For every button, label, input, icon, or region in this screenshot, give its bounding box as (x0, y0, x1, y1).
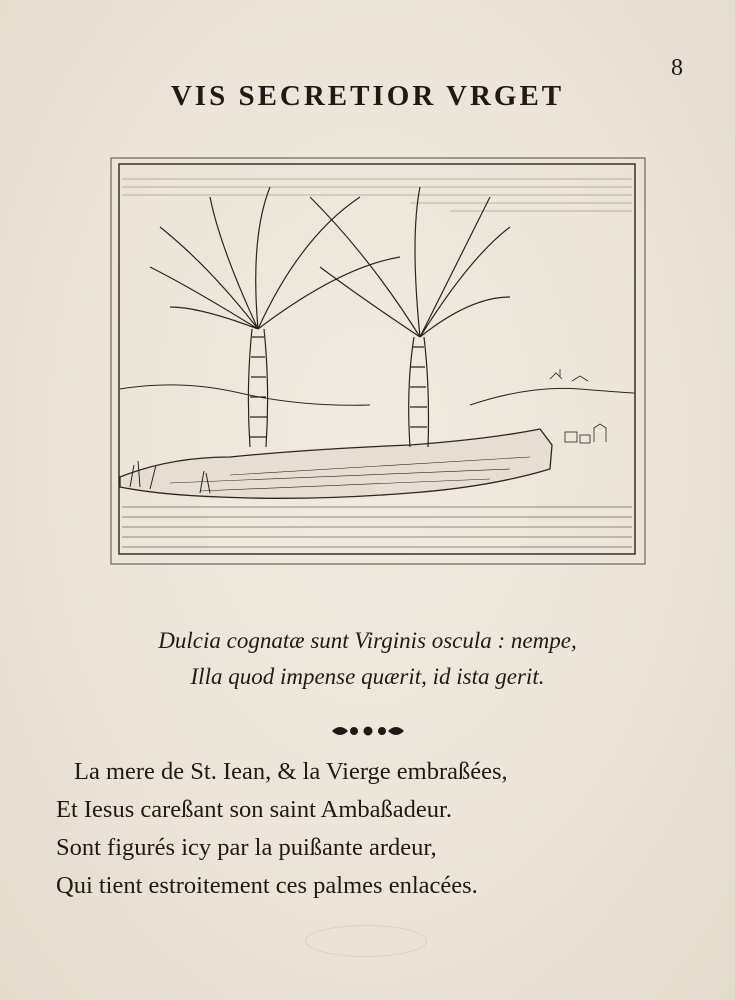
page-number: 8 (671, 55, 683, 81)
french-verse-line-1: La mere de St. Iean, & la Vierge embraßées, (74, 758, 508, 785)
french-verse-line-2: Et Iesus careßant son saint Ambaßadeur. (56, 796, 452, 823)
collection-stamp (305, 925, 427, 957)
emblem-motto: VIS SECRETIOR VRGET (170, 80, 565, 112)
palm-tree-icon (150, 187, 400, 447)
island-icon (120, 429, 552, 498)
fleuron-icon (330, 716, 406, 746)
french-verse-line-3: Sont figurés icy par la puißante ardeur, (56, 834, 437, 861)
village-icon (550, 369, 606, 443)
french-verse-line-4: Qui tient estroitement ces palmes enlacées. (56, 872, 478, 899)
latin-verse-line-1: Dulcia cognatæ sunt Virginis oscula : nempe, (158, 628, 577, 653)
etching-plate (110, 157, 646, 565)
water-icon (122, 507, 632, 547)
latin-verse-line-2: Illa quod impense quærit, id ista gerit. (190, 664, 545, 689)
palm-tree-icon (310, 187, 510, 447)
